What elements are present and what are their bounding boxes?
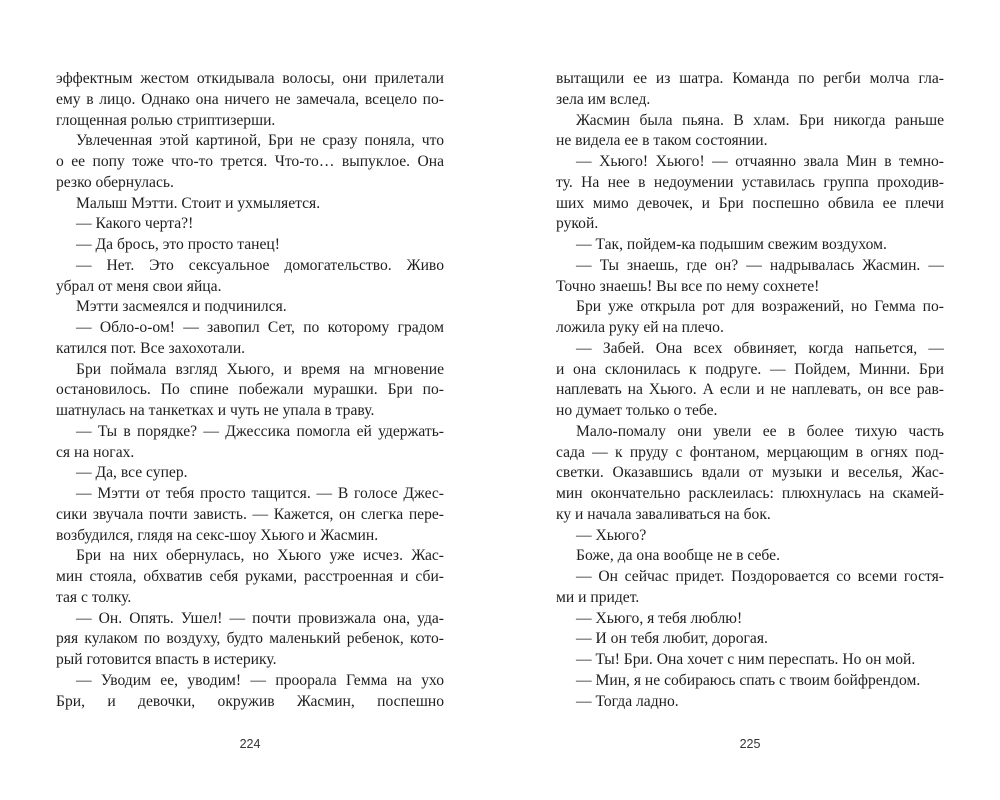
text-line: — Какого черта?! [76,215,194,233]
text-line: ложила руку ей на плечо. [556,319,724,336]
text-line: — Хьюго? [576,526,647,544]
text-line: — Он сейчас придет. Поздоровается со всеми гостя- [576,568,944,585]
text-line: светки. Оказавшись вдали от музыки и веселья, Жас- [556,464,944,482]
text-line: — Обло-о-ом! — завопил Сет, по которому градом [76,319,444,336]
text-line: — Да, все супер. [76,464,188,482]
text-line: — Он. Опять. Ушел! — почти провизжала она, уда- [76,609,444,627]
text-line: Жасмин была пьяна. В хлам. Бри никогда раньше [576,111,944,129]
text-line: вытащили ее из шатра. Команда по регби молча гла- [556,70,944,87]
text-line: наплевать на Хьюго. А если и не наплевать, он все рав- [556,381,944,399]
text-line: рукой. [556,215,599,233]
text-line: зела им вслед. [556,90,651,108]
text-line: — Ты! Бри. Она хочет с ним переспать. Но он мой. [576,651,916,668]
text-line: сада — к пруду с фонтаном, мерцающим в огнях под- [556,443,944,461]
text-line: — И он тебя любит, дорогая. [576,630,768,648]
text-line: Точно знаешь! Вы все по нему сохнете! [556,277,820,295]
text-line: — Уводим ее, уводим! — проорала Гемма на ухо [76,671,444,689]
text-line: ку и начала заваливаться на бок. [556,505,771,523]
text-line: — Мин, я не собираюсь спать с твоим бойфрендом. [576,671,921,689]
text-line: ему в лицо. Однако она ничего не замечала, всецело по- [56,90,444,108]
text-line: резко обернулась. [56,173,174,191]
text-line: ряя кулаком по воздуху, будто маленький ребенок, кото- [56,630,444,648]
text-line: сики звучала почти зависть. — Кажется, он слегка пере- [56,505,444,523]
text-line: — Нет. Это сексуальное домогательство. Живо [76,256,444,274]
text-line: мин окончательно расклеилась: плюхнулась на скамей- [556,485,944,502]
text-line: ших мимо девочек, и Бри поспешно обвила ее плечи [556,194,944,212]
page-number-right: 225 [739,737,761,751]
text-line: Бри, и девочки, окружив Жасмин, поспешно [56,692,444,710]
text-line: убрал от меня свои яйца. [56,277,222,295]
text-line: Увлеченная этой картиной, Бри не сразу поняла, что [76,132,444,150]
text-line: — Ты в порядке? — Джессика помогла ей удержать- [76,422,444,440]
text-line: ту. На нее в недоумении уставилась группа проходив- [556,173,944,191]
text-line: Малыш Мэтти. Стоит и ухмыляется. [76,194,321,212]
text-line: — Хьюго! Хьюго! — отчаянно звала Мин в темно- [576,153,944,170]
text-line: шатнулась на танкетках и чуть не упала в траву. [56,402,375,419]
text-line: Мэтти засмеялся и подчинился. [76,298,287,316]
text-line: и она склонилась к подруге. — Пойдем, Минни. Бри [556,360,944,378]
text-line: Бри уже открыла рот для возражений, но Гемма по- [576,298,944,316]
text-line: — Да брось, это просто танец! [76,236,280,253]
text-line: мин стояла, обхватив себя руками, расстроенная и сби- [56,568,444,585]
text-line: катился пот. Все захохотали. [56,339,246,357]
text-line: о ее попу тоже что-то трется. Что-то… выпуклое. Она [56,153,444,170]
text-line: Бри поймала взгляд Хьюго, и время на мгновение [76,360,444,378]
page-number-left: 224 [239,737,261,751]
text-line: Мало-помалу они увели ее в более тихую часть [576,422,944,440]
text-line: Боже, да она вообще не в себе. [576,547,780,565]
text-line: ми и придет. [556,588,640,606]
text-line: рый готовится впасть в истерику. [56,651,277,668]
text-line: эффектным жестом откидывала волосы, они прилетали [56,70,444,87]
left-page-text [56,69,444,712]
text-line: возбудился, глядя на секс-шоу Хьюго и Жасмин. [56,526,379,544]
text-line: глощенная ролью стриптизерши. [56,111,276,129]
text-line: ся на ногах. [56,443,135,461]
text-line: тая с толку. [56,588,132,606]
text-line: — Так, пойдем-ка подышим свежим воздухом. [576,236,887,253]
right-page-text [556,69,944,712]
text-line: не видела ее в таком состоянии. [556,132,768,150]
text-line: но думает только о тебе. [556,402,718,419]
text-line: — Забей. Она всех обвиняет, когда напьется, — [576,339,944,357]
text-line: — Ты знаешь, где он? — надрывалась Жасмин. — [576,256,944,274]
text-line: — Тогда ладно. [576,692,679,710]
text-line: остановилось. По спине побежали мурашки. Бри по- [56,381,444,399]
text-line: Бри на них обернулась, но Хьюго уже исчез. Жас- [76,547,444,565]
text-line: — Хьюго, я тебя люблю! [576,609,743,627]
text-line: — Мэтти от тебя просто тащится. — В голосе Джес- [76,485,444,502]
